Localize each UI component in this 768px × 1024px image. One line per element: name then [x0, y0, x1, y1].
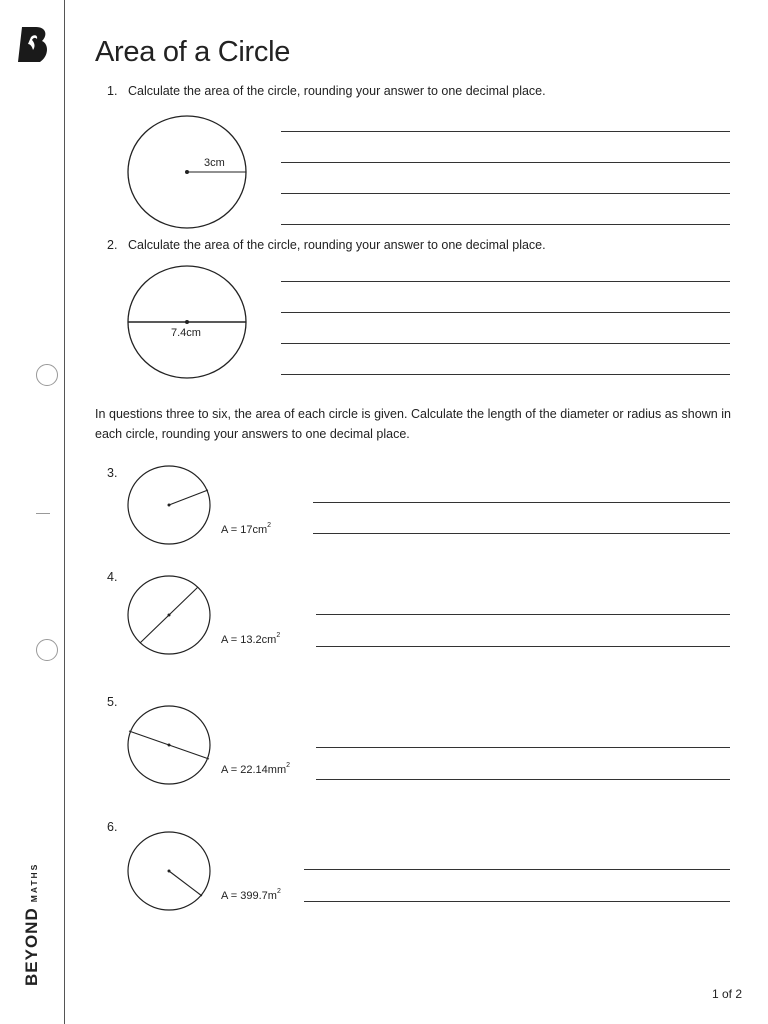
- page-number: 1 of 2: [712, 987, 743, 1001]
- question-4-area-label: $A = 13.2cm^2$: [221, 632, 281, 646]
- question-2-circle: [126, 264, 250, 382]
- brand-name: BEYOND: [22, 907, 41, 986]
- question-6-area-label: $A = 399.7m^2$: [221, 888, 281, 902]
- answer-line[interactable]: [281, 131, 730, 132]
- brand-sub: MATHS: [29, 862, 39, 903]
- answer-line[interactable]: [281, 281, 730, 282]
- question-2-text: Calculate the area of the circle, rounding your answer to one decimal place.: [128, 238, 546, 252]
- question-5-number: 5.: [107, 695, 118, 709]
- brand-wordmark: [22, 862, 44, 986]
- answer-line[interactable]: [281, 312, 730, 313]
- question-3-number: 3.: [107, 466, 118, 480]
- question-2-diameter-label: 7.4cm: [171, 327, 201, 339]
- question-6-number: 6.: [107, 820, 118, 834]
- question-3-area-label: $A = 17cm^2$: [221, 522, 272, 536]
- answer-line[interactable]: [316, 779, 730, 780]
- margin-line: [64, 0, 65, 1024]
- answer-line[interactable]: [281, 343, 730, 344]
- answer-line[interactable]: [313, 533, 730, 534]
- question-1-text: Calculate the area of the circle, rounding your answer to one decimal place.: [128, 84, 546, 98]
- question-2-number: 2.: [107, 238, 118, 252]
- page-title: Area of a Circle: [95, 36, 291, 68]
- answer-line[interactable]: [281, 193, 730, 194]
- answer-line[interactable]: [316, 646, 730, 647]
- punch-hole-bottom: [36, 639, 58, 661]
- answer-line[interactable]: [281, 224, 730, 225]
- question-6-circle: [126, 830, 214, 914]
- beyond-logo-icon: [16, 26, 50, 64]
- answer-line[interactable]: [281, 374, 730, 375]
- answer-line[interactable]: [316, 614, 730, 615]
- instructions-paragraph: In questions three to six, the area of each circle is given. Calculate the length of the diameter or radius as shown in each circle, rounding your answers to one decimal place.: [95, 407, 731, 441]
- answer-line[interactable]: [304, 869, 730, 870]
- answer-line[interactable]: [316, 747, 730, 748]
- punch-hole-top: [36, 364, 58, 386]
- question-4-number: 4.: [107, 570, 118, 584]
- question-1-number: 1.: [107, 84, 118, 98]
- answer-line[interactable]: [304, 901, 730, 902]
- fold-mark: [36, 513, 50, 514]
- question-1-radius-label: 3cm: [204, 157, 225, 169]
- question-5-area-label: $A = 22.14mm^2$: [221, 762, 291, 776]
- answer-line[interactable]: [313, 502, 730, 503]
- question-4-circle: [126, 574, 214, 658]
- question-1-circle: [126, 114, 250, 232]
- question-3-circle: [126, 464, 214, 548]
- question-5-circle: [126, 704, 214, 788]
- answer-line[interactable]: [281, 162, 730, 163]
